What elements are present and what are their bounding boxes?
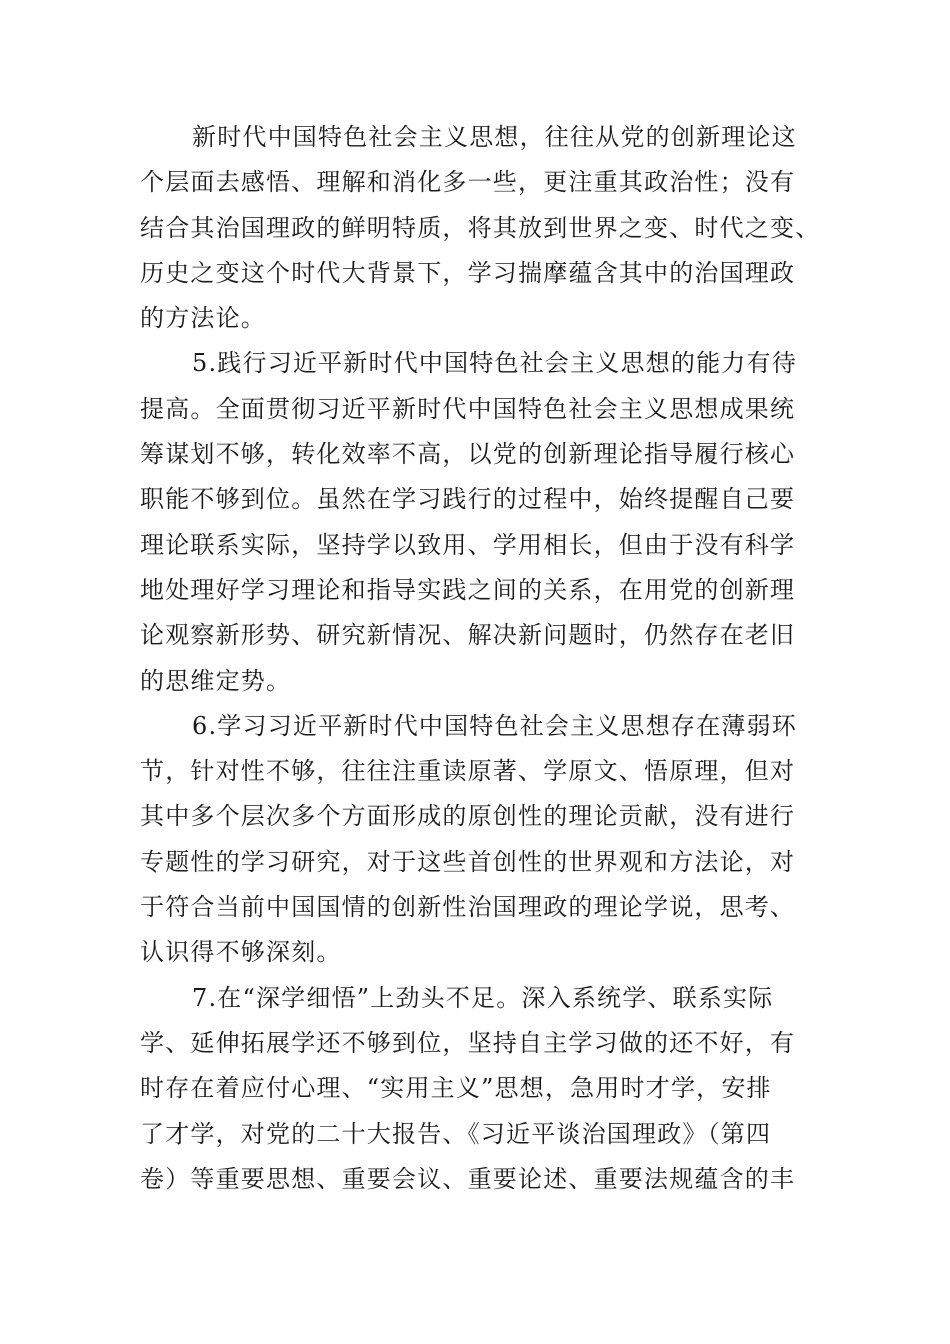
text-line: 卷）等重要思想、重要会议、重要论述、重要法规蕴含的丰: [140, 1164, 796, 1193]
text-line: 历史之变这个时代大背景下，学习揣摩蕴含其中的治国理政: [140, 258, 796, 287]
text-line: 结合其治国理政的鲜明特质，将其放到世界之变、时代之变、: [140, 213, 821, 242]
text-line: 新时代中国特色社会主义思想，往往从党的创新理论这: [192, 123, 797, 151]
text-line: 节，针对性不够，往往注重读原著、学原文、悟原理，但对: [140, 757, 796, 786]
text-line: 论观察新形势、研究新情况、解决新问题时，仍然存在老旧: [140, 621, 796, 650]
text-line: 专题性的学习研究，对于这些首创性的世界观和方法论，对: [140, 847, 796, 876]
text-line: 的方法论。: [140, 304, 266, 333]
text-line: 的思维定势。: [140, 666, 292, 695]
text-line: 6.学习习近平新时代中国特色社会主义思想存在薄弱环: [192, 711, 797, 740]
body-text: [140, 115, 840, 1202]
text-line: 其中多个层次多个方面形成的原创性的理论贡献，没有进行: [140, 802, 796, 831]
text-line: 于符合当前中国国情的创新性治国理政的理论学说，思考、: [140, 893, 796, 922]
text-line: 学、延伸拓展学还不够到位，坚持自主学习做的还不好，有: [140, 1028, 796, 1057]
text-line: 5.践行习近平新时代中国特色社会主义思想的能力有待: [192, 349, 797, 378]
text-line: 地处理好学习理论和指导实践之间的关系，在用党的创新理: [140, 575, 796, 604]
text-line: 认识得不够深刻。: [140, 938, 342, 967]
text-line: 理论联系实际，坚持学以致用、学用相长，但由于没有科学: [140, 530, 796, 559]
text-line: 了才学，对党的二十大报告、《习近平谈治国理政》（第四: [140, 1119, 772, 1148]
text-line: 筹谋划不够，转化效率不高，以党的创新理论指导履行核心: [140, 440, 796, 469]
text-line: 个层面去感悟、理解和消化多一些，更注重其政治性；没有: [140, 168, 796, 197]
text-line: 职能不够到位。虽然在学习践行的过程中，始终提醒自己要: [140, 485, 796, 514]
text-line: 7.在“深学细悟”上劲头不足。深入系统学、联系实际: [192, 983, 774, 1012]
text-line: 提高。全面贯彻习近平新时代中国特色社会主义思想成果统: [140, 394, 796, 423]
text-line: 时存在着应付心理、“实用主义”思想，急用时才学，安排: [140, 1074, 772, 1103]
